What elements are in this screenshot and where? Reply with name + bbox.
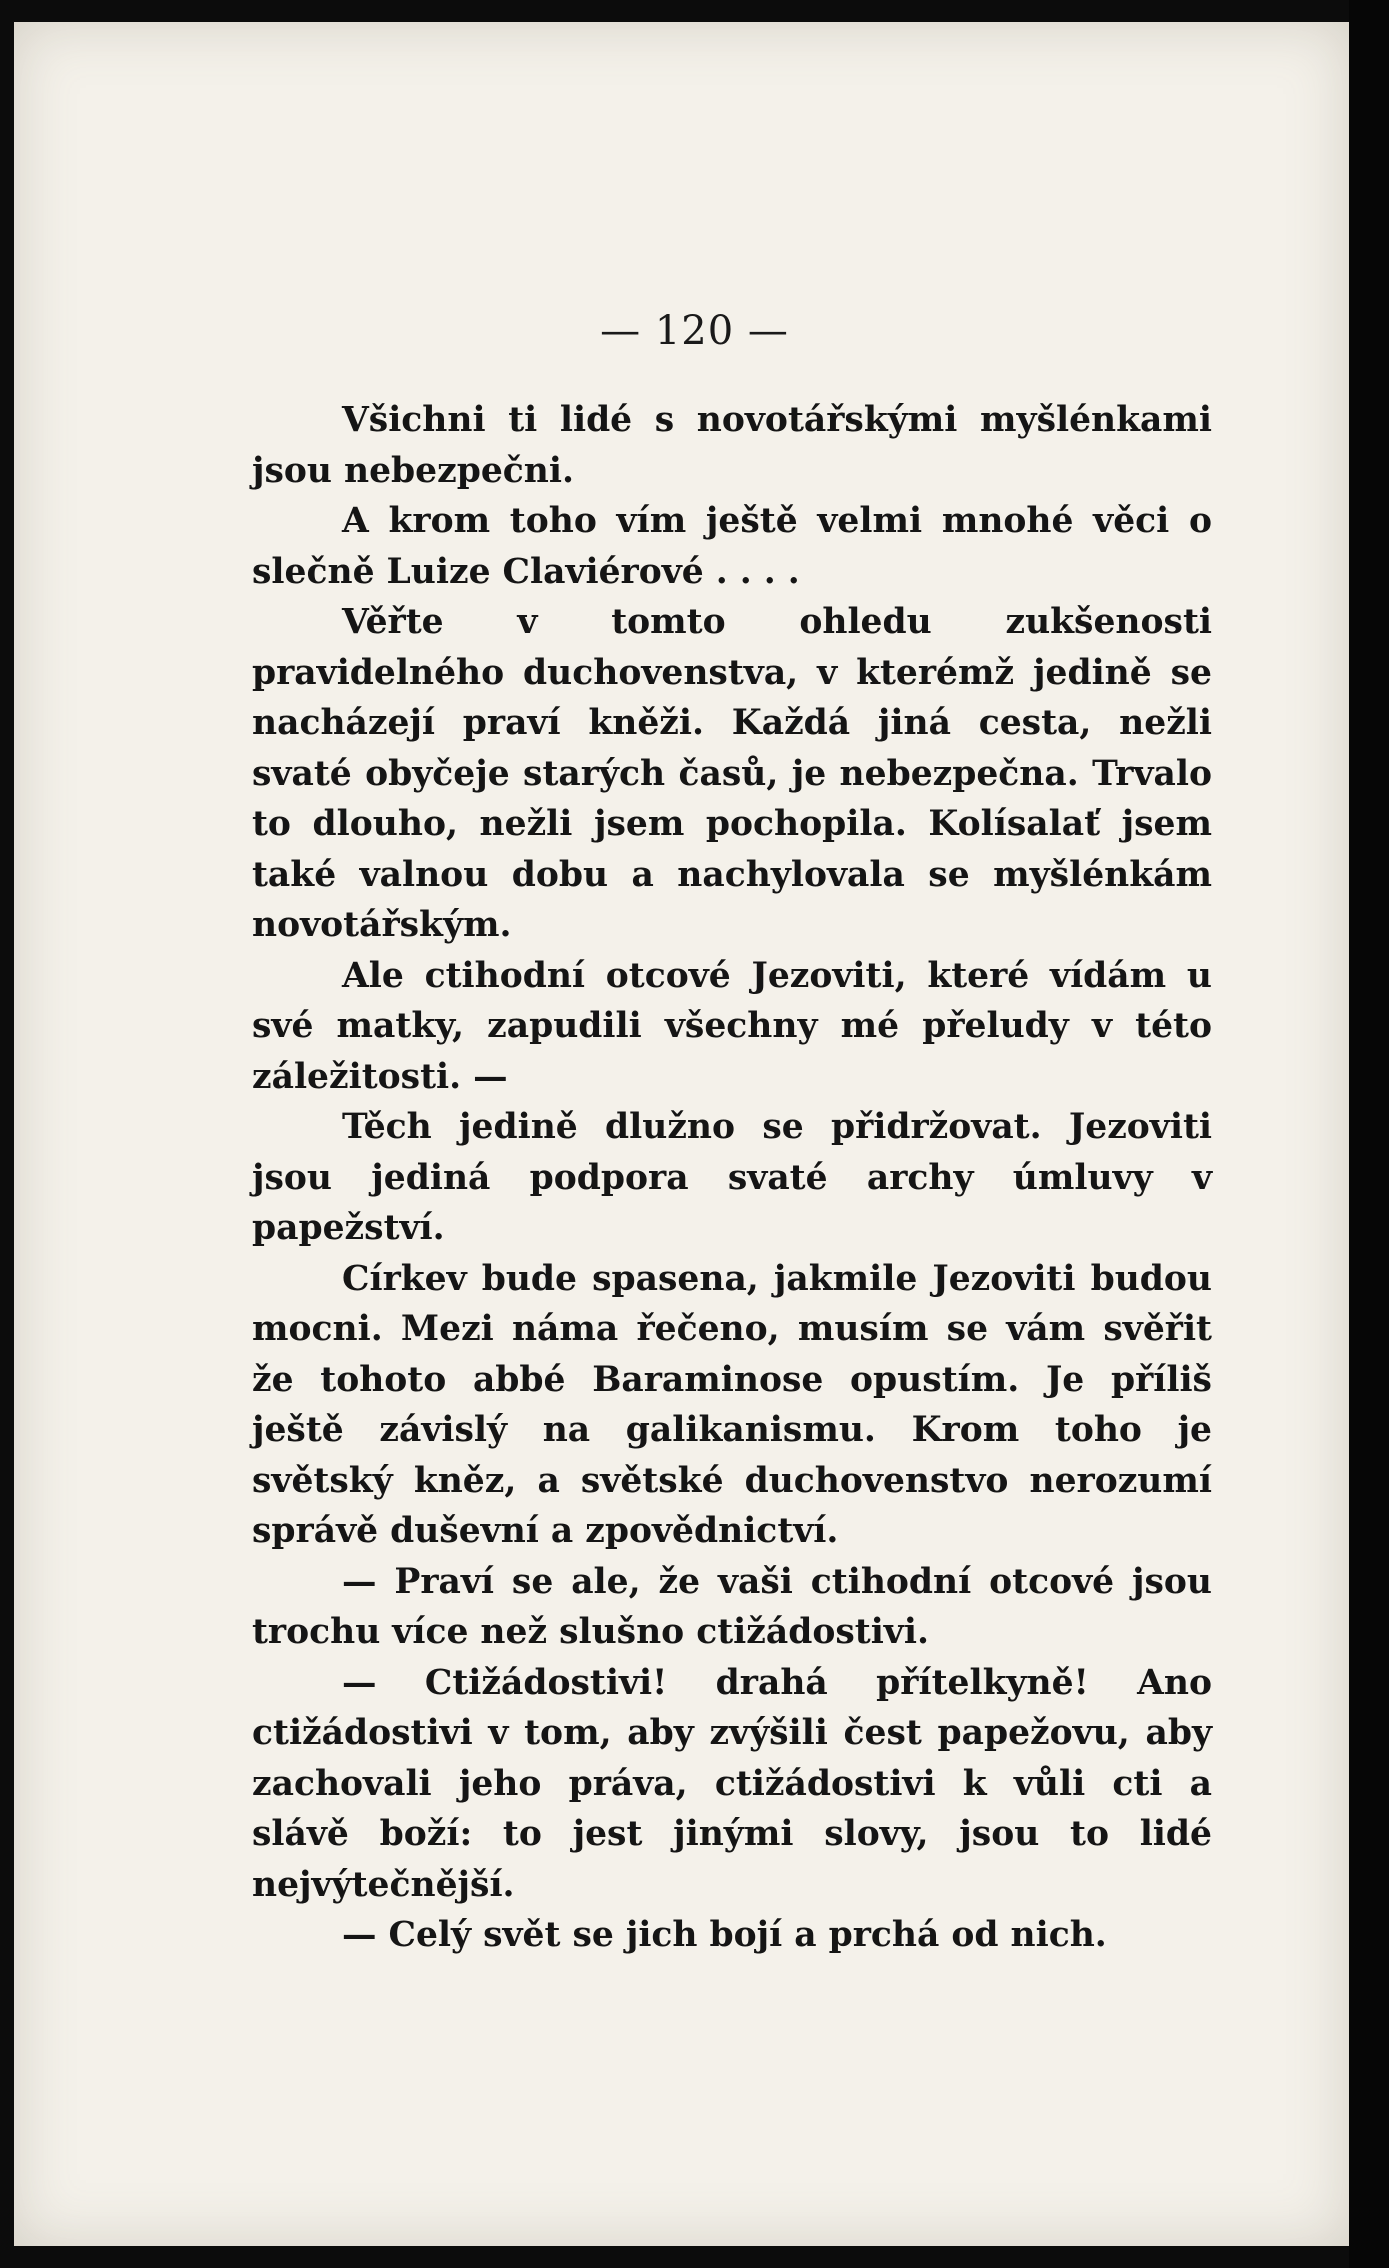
- paragraph-9: — Celý svět se jich bojí a prchá od nich.: [342, 1915, 1107, 1955]
- paragraph-1: Všichni ti lidé s novotářskými myšlénkami jsou nebezpečni.: [252, 400, 1212, 491]
- paragraph-8: — Ctižádostivi! drahá přítelkyně! Ano ctižádostivi v tom, aby zvýšili čest papežovu, aby zachovali jeho práva, ctižádostivi k vůli cti a slávě boží: to jest jinými slovy, jsou to lidé nejvýtečnější.: [252, 1662, 1212, 1905]
- paragraph-6: Církev bude spasena, jakmile Jezoviti budou mocni. Mezi náma řečeno, musím se vám svěřit že tohoto abbé Baraminose opustím. Je příliš ještě závislý na galikanismu. Krom toho je světský kněz, a světské duchovenstvo nerozumí správě duševní a zpovědnictví.: [252, 1258, 1212, 1551]
- paragraph-4: Ale ctihodní otcové Jezoviti, které vídám u své matky, zapudili všechny mé přeludy v této záležitosti. —: [252, 955, 1212, 1097]
- paragraph-7: — Praví se ale, že vaši ctihodní otcové jsou trochu více než slušno ctižádostivi.: [252, 1561, 1212, 1652]
- paragraph-3: Věřte v tomto ohledu zukšenosti pravidelného duchovenstva, v kterémž jedině se nacházejí praví kněži. Každá jiná cesta, nežli svaté obyčeje starých časů, je nebezpečna. Trvalo to dlouho, nežli jsem pochopila. Kolísalať jsem také valnou dobu a nachylovala se myšlénkám novotářským.: [252, 602, 1212, 945]
- body-text: [252, 395, 1212, 1961]
- paragraph-5: Těch jedině dlužno se přidržovat. Jezoviti jsou jediná podpora svaté archy úmluvy v papežství.: [252, 1107, 1212, 1248]
- paragraph-2: A krom toho vím ještě velmi mnohé věci o slečně Luize Claviérové . . . .: [252, 501, 1212, 592]
- page-number: — 120 —: [600, 308, 789, 354]
